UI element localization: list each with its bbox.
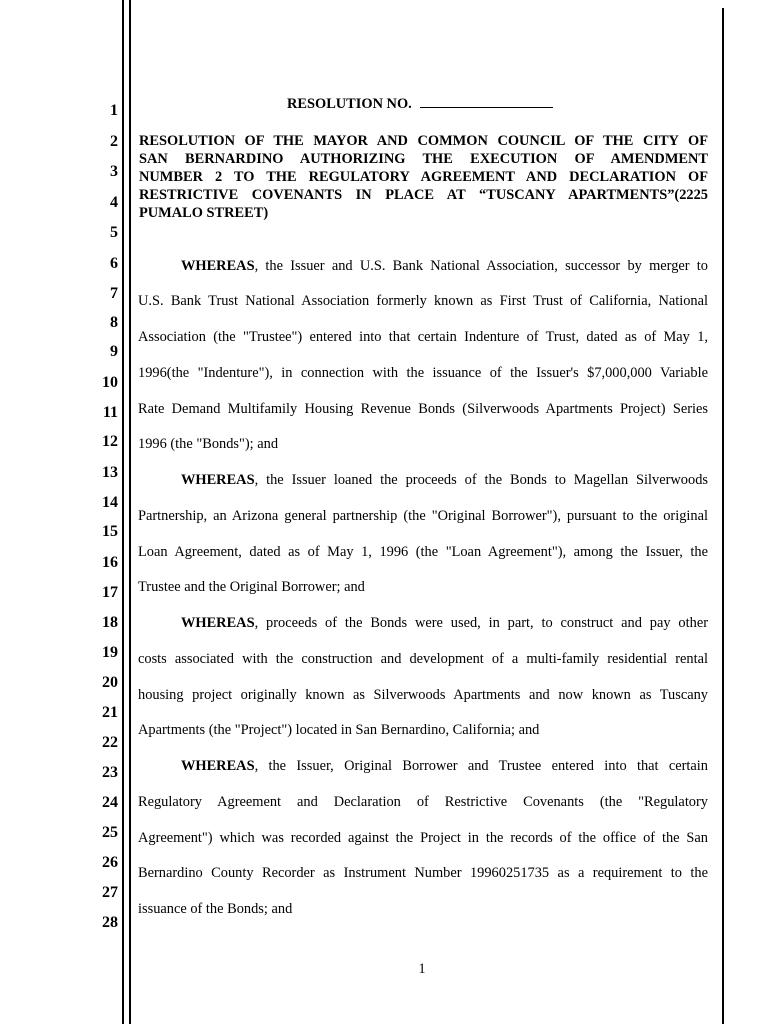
- line-number: 17: [102, 584, 118, 601]
- line-number: 4: [110, 194, 118, 211]
- line-number: 23: [102, 764, 118, 781]
- line-number: 27: [102, 884, 118, 901]
- title-line: NUMBER 2 TO THE REGULATORY AGREEMENT AND DECLARATION OF: [139, 169, 708, 185]
- whereas-label: WHEREAS: [181, 258, 255, 274]
- paragraph-3-line: Apartments (the "Project") located in San Bernardino, California; and: [138, 722, 540, 738]
- line-number: 13: [102, 464, 118, 481]
- left-margin-rule-outer: [122, 0, 124, 1024]
- resolution-title: [139, 132, 708, 222]
- resolution-heading: [287, 95, 553, 113]
- paragraph-1-line: Rate Demand Multifamily Housing Revenue Bonds (Silverwoods Apartments Project) Series: [138, 401, 708, 417]
- paragraph-4-line: Bernardino County Recorder as Instrument Number 19960251735 as a requirement to the: [138, 865, 708, 881]
- line-number: 16: [102, 554, 118, 571]
- right-margin-rule: [722, 8, 724, 1024]
- line-number: 11: [102, 404, 118, 421]
- paragraph-4-line: Regulatory Agreement and Declaration of Restrictive Covenants (the "Regulatory: [138, 794, 708, 810]
- paragraph-text: , the Issuer and U.S. Bank National Association, successor by merger to: [254, 258, 708, 274]
- paragraph-1-first-line: [181, 257, 708, 275]
- line-number: 2: [110, 133, 118, 150]
- paragraph-2-first-line: [181, 471, 708, 489]
- line-number: 1: [110, 102, 118, 119]
- line-number: 21: [102, 704, 118, 721]
- paragraph-1-line: U.S. Bank Trust National Association formerly known as First Trust of California, National: [138, 293, 708, 309]
- line-number: 9: [110, 343, 118, 360]
- paragraph-4-line: Agreement") which was recorded against the Project in the records of the office of the San: [138, 830, 708, 846]
- line-number: 10: [102, 374, 118, 391]
- line-number: 12: [102, 433, 118, 450]
- line-number: 19: [102, 644, 118, 661]
- paragraph-text: , proceeds of the Bonds were used, in part, to construct and pay other: [254, 615, 708, 631]
- paragraph-2-line: Trustee and the Original Borrower; and: [138, 579, 365, 595]
- paragraph-3-first-line: [181, 614, 708, 632]
- line-number: 25: [102, 824, 118, 841]
- line-number: 5: [110, 224, 118, 241]
- title-line: RESOLUTION OF THE MAYOR AND COMMON COUNCIL OF THE CITY OF: [139, 133, 708, 149]
- line-number: 26: [102, 854, 118, 871]
- whereas-label: WHEREAS: [181, 472, 255, 488]
- title-line: SAN BERNARDINO AUTHORIZING THE EXECUTION OF AMENDMENT: [139, 151, 708, 167]
- title-line: PUMALO STREET): [139, 205, 269, 221]
- paragraph-2-line: Loan Agreement, dated as of May 1, 1996 (the "Loan Agreement"), among the Issuer, the: [138, 544, 708, 560]
- paragraph-1-line: 1996(the "Indenture"), in connection with the issuance of the Issuer's $7,000,000 Variable: [138, 365, 708, 381]
- paragraph-3-line: housing project originally known as Silverwoods Apartments and now known as Tuscany: [138, 687, 708, 703]
- resolution-number-label: RESOLUTION NO.: [287, 96, 412, 112]
- line-number: 22: [102, 734, 118, 751]
- paragraph-text: , the Issuer loaned the proceeds of the Bonds to Magellan Silverwoods: [254, 472, 708, 488]
- line-number: 20: [102, 674, 118, 691]
- resolution-number-blank: [420, 95, 553, 108]
- line-number: 28: [102, 914, 118, 931]
- paragraph-text: , the Issuer, Original Borrower and Trustee entered into that certain: [254, 758, 708, 774]
- whereas-label: WHEREAS: [181, 758, 255, 774]
- line-number: 8: [110, 314, 118, 331]
- paragraph-4-line: issuance of the Bonds; and: [138, 901, 293, 917]
- line-number: 24: [102, 794, 118, 811]
- line-number: 14: [102, 494, 118, 511]
- paragraph-1-line: Association (the "Trustee") entered into that certain Indenture of Trust, dated as of May 1,: [138, 329, 708, 345]
- title-line: RESTRICTIVE COVENANTS IN PLACE AT “TUSCANY APARTMENTS”(2225: [139, 187, 708, 203]
- whereas-label: WHEREAS: [181, 615, 255, 631]
- line-number: 15: [102, 523, 118, 540]
- left-margin-rule-inner: [129, 0, 131, 1024]
- paragraph-1-line: 1996 (the "Bonds"); and: [138, 436, 279, 452]
- page-number: 1: [418, 961, 426, 977]
- line-number: 18: [102, 614, 118, 631]
- paragraph-4-first-line: [181, 757, 708, 775]
- paragraph-2-line: Partnership, an Arizona general partnership (the "Original Borrower"), pursuant to the original: [138, 508, 708, 524]
- paragraph-3-line: costs associated with the construction and development of a multi-family residential rental: [138, 651, 708, 667]
- line-number: 3: [110, 163, 118, 180]
- line-number: 7: [110, 285, 118, 302]
- line-number: 6: [110, 255, 118, 272]
